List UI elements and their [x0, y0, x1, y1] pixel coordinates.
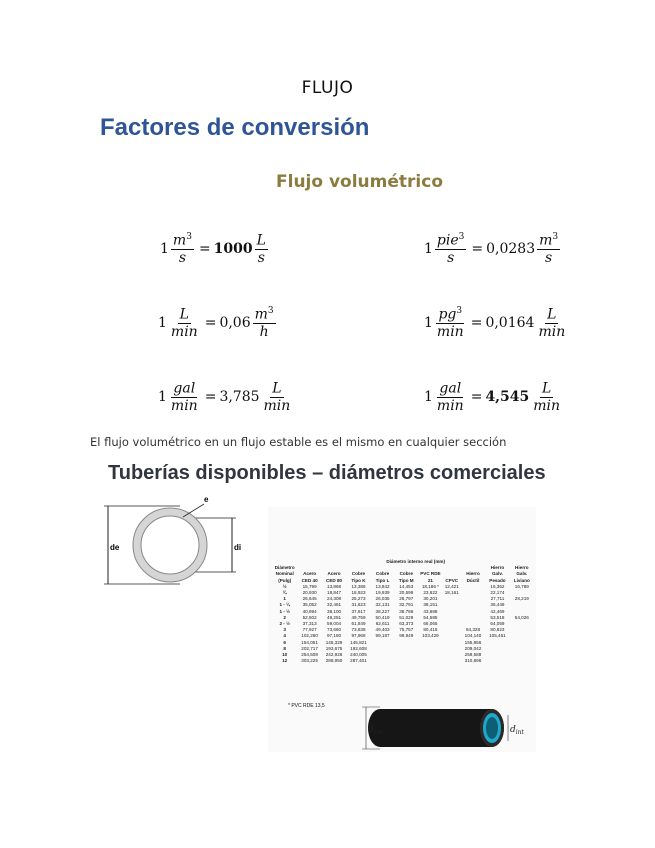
note-text: El flujo volumétrico en un flujo estable es el mismo en cualquier sección: [90, 435, 507, 449]
table-cell: 50,419: [375, 614, 390, 620]
table-cell: 80,823: [490, 627, 505, 633]
table-cell: 1 - ½: [279, 608, 290, 614]
table-cell: 26,035: [375, 596, 390, 602]
table-cell: 18,161: [444, 590, 459, 596]
table-row: [272, 658, 534, 664]
table-cell: 2 - ½: [279, 621, 290, 627]
table-row: [272, 609, 534, 615]
table-cell: 20,930: [302, 590, 317, 596]
table-cell: 19,939: [375, 590, 390, 596]
table-cell: 240,005: [350, 652, 367, 658]
rhs-fraction: $\frac{m^3}{s}$: [539, 232, 559, 266]
table-cell: 49,759: [351, 614, 366, 620]
table-cell: 25,273: [351, 596, 366, 602]
table-cell: 18,923: [351, 590, 366, 596]
conversion-equation: 1 $\frac{L}{\min}$ = 0,06 $\frac{m^3}{h}$: [158, 306, 274, 340]
table-cell: 51,029: [399, 614, 414, 620]
table-cell: [394, 658, 418, 664]
table-cell: [485, 658, 509, 664]
conversion-equation: 1 $\frac{pie^3}{s}$ = 0,0283 $\frac{m^3}{s}$: [424, 232, 559, 266]
table-cell: 40,894: [302, 608, 317, 614]
table-cell: 59,004: [327, 621, 342, 627]
section2-title: Tuberías disponibles – diámetros comerciales: [108, 462, 546, 484]
table-cell: 66,065: [423, 621, 438, 627]
table-cell: 53,518: [490, 614, 505, 620]
table-cell: ½: [282, 583, 287, 589]
table-cell: 288,950: [325, 658, 343, 664]
table-cell: 209,042: [464, 645, 482, 651]
lhs-coef: 1: [158, 388, 167, 405]
table-cell: 52,502: [302, 614, 317, 620]
table-cell: 80,416: [423, 627, 438, 633]
table-cell: 310,896: [464, 658, 482, 664]
table-cell: 103,429: [422, 633, 439, 639]
table-cell: 102,260: [301, 633, 318, 639]
table-cell: 49,403: [375, 627, 390, 633]
subsection-heading: Flujo volumétrico: [276, 172, 443, 192]
table-cell: 35,052: [302, 602, 317, 608]
table-cell: 105,461: [489, 633, 506, 639]
conversion-equation: 1 $\frac{pg^3}{\min}$ = 0,0164 $\frac{L}{\min}$: [424, 306, 566, 340]
table-cell: 38,227: [375, 608, 390, 614]
table-cell: 42,469: [490, 608, 505, 614]
table-cell: 30,201: [423, 596, 438, 602]
table-header-cell: Acero CED 80: [326, 571, 343, 583]
table-cell: 23,622: [423, 590, 438, 596]
table-cell: 32,131: [375, 602, 390, 608]
table-cell: 97,180: [327, 633, 342, 639]
table-cell: 75,757: [399, 627, 414, 633]
table-cell: 1: [283, 596, 286, 602]
table-cell: 15,799: [302, 583, 317, 589]
table-header-cell: Cobre Tipo L: [375, 571, 390, 583]
table-cell: 154,051: [301, 639, 318, 645]
label-dint: $d_{int}$: [510, 725, 524, 736]
label-dext: $d_{ext}$: [368, 725, 384, 736]
table-header-cell: PVC RDE 21: [420, 571, 441, 583]
table-header-cell: Diámetro Nominal (Pulg): [274, 565, 295, 583]
table-cell: 38,786: [399, 608, 414, 614]
rhs-coef: 3,785: [219, 388, 260, 405]
table-cell: 32,461: [327, 602, 342, 608]
table-cell: 32,791: [399, 602, 414, 608]
rhs-fraction: $\frac{L}{\min}$: [533, 380, 561, 414]
table-cell: 26,645: [302, 596, 317, 602]
table-cell: 64,059: [490, 621, 505, 627]
lhs-fraction: $\frac{pg^3}{\min}$: [436, 306, 464, 340]
table-cell: 3: [283, 627, 286, 633]
table-cell: 287,401: [350, 658, 367, 664]
table-header-cell: Acero CED 40: [301, 571, 318, 583]
lhs-coef: 1: [424, 314, 433, 331]
table-cell: 16,789: [514, 583, 529, 589]
table-cell: 77,927: [302, 627, 317, 633]
table-cell: 63,373: [399, 621, 414, 627]
table-cell: 6: [283, 639, 286, 645]
table-cell: 22,174: [490, 590, 505, 596]
table-cell: 13,868: [327, 583, 342, 589]
table-cell: 38,151: [423, 602, 438, 608]
table-cell: [510, 658, 534, 664]
lhs-fraction: $\frac{\text{gal}}{\min}$: [436, 380, 464, 414]
table-cell: 12: [282, 658, 288, 664]
table-cell: 13,842: [375, 583, 390, 589]
lhs-fraction: $\frac{\text{gal}}{\min}$: [170, 380, 198, 414]
table-cell: 26,797: [399, 596, 414, 602]
table-cell: 54,585: [423, 614, 438, 620]
table-cell: 16,352: [490, 583, 505, 589]
table-cell: 27,711: [490, 596, 505, 602]
conversion-equation: 1 $\frac{\text{gal}}{\min}$ = 3,785 $\frac{L}{\min}$: [158, 380, 291, 414]
pipe-diameter-table: [272, 559, 534, 664]
table-cell: 1 - ¼: [279, 602, 290, 608]
table-row: [272, 602, 534, 608]
table-cell: 43,688: [423, 608, 438, 614]
section-heading: Factores de conversión: [100, 114, 370, 141]
table-header-cell: Hierro Galv. Pesado: [489, 565, 506, 583]
table-cell: 14,453: [399, 583, 414, 589]
rhs-coef: 0,0283: [486, 240, 536, 257]
table-cell: 259,588: [464, 652, 482, 658]
pipe-photo: [340, 705, 530, 751]
rhs-coef: 1000: [213, 240, 253, 257]
table-cell: 28,219: [514, 596, 529, 602]
rhs-fraction: $\frac{L}{\min}$: [538, 306, 566, 340]
table-footnote: * PVC RDE 13,5: [288, 703, 325, 709]
table-cell: 254,508: [301, 652, 318, 658]
label-de: de: [110, 543, 120, 552]
table-cell: 193,675: [325, 645, 343, 651]
conversion-equation: 1 $\frac{m^3}{s}$ = 1000 $\frac{L}{s}$: [160, 232, 266, 266]
table-row: [272, 633, 534, 639]
table-cell: 99,949: [399, 633, 414, 639]
rhs-fraction: $\frac{L}{s}$: [256, 232, 266, 266]
table-header-cell: Hierro Galv. Liviano: [513, 565, 530, 583]
table-cell: 10: [282, 652, 288, 658]
lhs-fraction: $\frac{L}{\min}$: [170, 306, 198, 340]
table-cell: 18,847: [327, 590, 342, 596]
table-cell: 31,623: [351, 602, 366, 608]
label-e: e: [204, 495, 209, 504]
table-cell: 145,821: [350, 639, 367, 645]
table-header-cell: Hierro Dúctil: [466, 571, 480, 583]
lhs-coef: 1: [160, 240, 169, 257]
table-cell: 84,328: [465, 627, 481, 633]
table-cell: 13,386: [351, 583, 366, 589]
table-cell: 303,225: [301, 658, 318, 664]
table-cell: 24,308: [327, 596, 342, 602]
table-cell: 38,100: [327, 608, 342, 614]
table-cell: 104,140: [464, 633, 482, 639]
table-cell: 99,187: [375, 633, 390, 639]
table-header-cell: Cobre Tipo M: [398, 571, 414, 583]
rhs-fraction: $\frac{m^3}{h}$: [254, 306, 274, 340]
table-cell: 54,026: [514, 614, 529, 620]
table-cell: 4: [283, 633, 286, 639]
table-header-cell: CPVC: [445, 577, 459, 583]
lhs-coef: 1: [424, 240, 433, 257]
lhs-fraction: $\frac{m^3}{s}$: [172, 232, 192, 266]
rhs-coef: 4,545: [485, 388, 530, 405]
pipe-cross-section-diagram: [100, 492, 250, 597]
table-cell: 155,956: [464, 639, 482, 645]
table-cell: 2: [283, 614, 286, 620]
lhs-coef: 1: [424, 388, 433, 405]
table-cell: 202,717: [301, 645, 318, 651]
table-cell: 62,611: [375, 621, 390, 627]
table-cell: [371, 658, 395, 664]
table-cell: 37,617: [351, 608, 366, 614]
table-cell: 73,838: [351, 627, 366, 633]
table-cell: 12,421: [444, 583, 459, 589]
table-container: [272, 559, 534, 664]
table-header-cell: Cobre Tipo K: [351, 571, 366, 583]
rhs-coef: 0,06: [219, 314, 251, 331]
table-cell: [418, 658, 443, 664]
pipe-diameter-table-figure: [268, 507, 536, 752]
lhs-coef: 1: [158, 314, 167, 331]
table-cell: 146,329: [325, 639, 343, 645]
table-group-header: Diámetro interno real (mm): [386, 559, 446, 564]
table-cell: 36,449: [490, 602, 505, 608]
table-cell: 61,849: [351, 621, 366, 627]
table-cell: 37,313: [302, 621, 317, 627]
page-title: FLUJO: [301, 78, 354, 98]
table-cell: 18,186 *: [421, 583, 439, 589]
table-cell: 49,251: [327, 614, 342, 620]
label-di: di: [234, 543, 242, 552]
table-cell: 242,926: [325, 652, 343, 658]
table-cell: ¾: [282, 590, 287, 596]
table-cell: 192,608: [350, 645, 367, 651]
table-cell: 97,968: [351, 633, 366, 639]
table-cell: 73,660: [327, 627, 342, 633]
rhs-coef: 0,0164: [485, 314, 535, 331]
table-cell: [443, 658, 461, 664]
table-cell: 20,599: [399, 590, 414, 596]
rhs-fraction: $\frac{L}{\min}$: [263, 380, 291, 414]
conversion-equation: 1 $\frac{\text{gal}}{\min}$ = 4,545 $\frac{L}{\min}$: [424, 380, 561, 414]
table-cell: 8: [283, 645, 286, 651]
lhs-fraction: $\frac{pie^3}{s}$: [436, 232, 465, 266]
